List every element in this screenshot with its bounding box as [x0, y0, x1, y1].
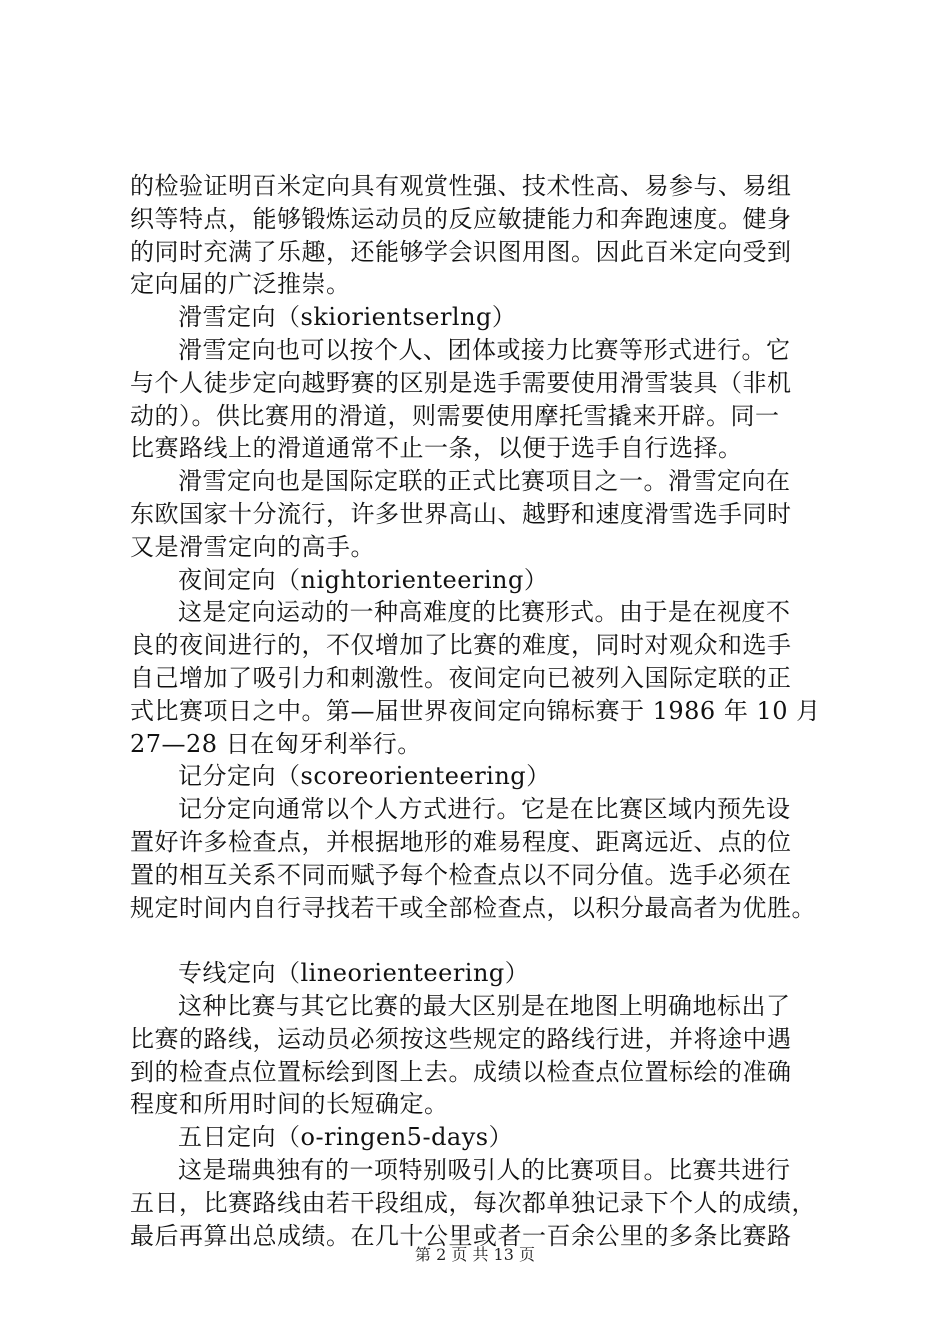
paragraph-line: 良的夜间进行的，不仅增加了比赛的难度，同时对观众和选手: [130, 631, 792, 660]
paragraph-line: 程度和所用时间的长短确定。: [130, 1090, 449, 1119]
paragraph-line: 这种比赛与其它比赛的最大区别是在地图上明确地标出了: [178, 991, 791, 1020]
paragraph-line: 定向届的广泛推崇。: [130, 270, 351, 299]
paragraph-line: 滑雪定向也是国际定联的正式比赛项目之一。滑雪定向在: [178, 467, 791, 496]
paragraph-line: 规定时间内自行寻找若干或全部检查点，以积分最高者为优胜。: [130, 893, 816, 922]
paragraph-line: 置的相互关系不同而赋予每个检查点以不同分值。选手必须在: [130, 860, 792, 889]
paragraph-line: 五日，比赛路线由若干段组成，每次都单独记录下个人的成绩，: [130, 1188, 816, 1217]
paragraph-line: 最后再算出总成绩。在几十公里或者一百余公里的多条比赛路: [130, 1221, 792, 1250]
paragraph-line: 这是定向运动的一种高难度的比赛形式。由于是在视度不: [178, 598, 791, 627]
paragraph-line: 比赛的路线，运动员必须按这些规定的路线行进，并将途中遇: [130, 1024, 792, 1053]
paragraph-line: 的同时充满了乐趣，还能够学会识图用图。因此百米定向受到: [130, 237, 792, 266]
paragraph-line: 到的检查点位置标绘到图上去。成绩以检查点位置标绘的准确: [130, 1057, 792, 1086]
paragraph-line: 又是滑雪定向的高手。: [130, 532, 375, 561]
paragraph-line: 与个人徒步定向越野赛的区别是选手需要使用滑雪装具（非机: [130, 368, 792, 397]
paragraph-line: 比赛路线上的滑道通常不止一条，以便于选手自行选择。: [130, 434, 743, 463]
paragraph-line: 织等特点，能够锻炼运动员的反应敏捷能力和奔跑速度。健身: [130, 204, 792, 233]
section-heading-ski: 滑雪定向（skiorientserlng）: [178, 303, 517, 332]
section-heading-score: 记分定向（scoreorienteering）: [178, 762, 551, 791]
paragraph-gap: [130, 924, 830, 957]
paragraph-line: 的检验证明百米定向具有观赏性强、技术性高、易参与、易组: [130, 172, 792, 200]
paragraph-line: 27—28 日在匈牙利举行。: [130, 729, 422, 758]
document-body: [130, 170, 830, 1252]
paragraph-line: 置好许多检查点，并根据地形的难易程度、距离远近、点的位: [130, 827, 792, 856]
paragraph-line: 滑雪定向也可以按个人、团体或接力比赛等形式进行。它: [178, 335, 791, 364]
paragraph-line: 这是瑞典独有的一项特别吸引人的比赛项目。比赛共进行: [178, 1155, 791, 1184]
section-heading-five-days: 五日定向（o-ringen5-days）: [178, 1123, 514, 1152]
paragraph-line: 自己增加了吸引力和刺激性。夜间定向已被列入国际定联的正: [130, 663, 792, 692]
section-heading-line: 专线定向（lineorienteering）: [178, 959, 530, 988]
paragraph-line: 式比赛项日之中。第—届世界夜间定向锦标赛于 1986 年 10 月: [130, 696, 821, 725]
paragraph-line: 记分定向通常以个人方式进行。它是在比赛区域内预先设: [178, 795, 791, 824]
section-heading-night: 夜间定向（nightorienteering）: [178, 565, 549, 594]
paragraph-line: 动的）。供比赛用的滑道，则需要使用摩托雪撬来开辟。同一: [130, 401, 780, 430]
paragraph-line: 东欧国家十分流行，许多世界高山、越野和速度滑雪选手同时: [130, 499, 792, 528]
page-number-footer: 第 2 页 共 13 页: [415, 1245, 535, 1264]
